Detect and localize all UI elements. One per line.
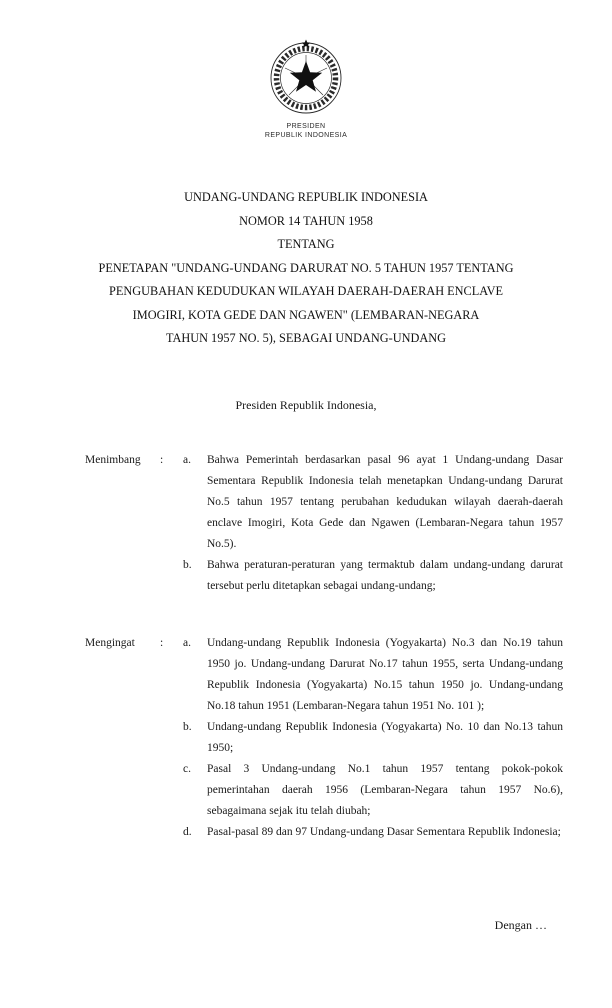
section-mengingat [85,633,563,843]
document-body [85,450,563,843]
title-line-4: PENETAPAN "UNDANG-UNDANG DARURAT NO. 5 TAHUN 1957 TENTANG [98,260,514,275]
section-colon: : [160,454,164,466]
list-item [183,717,563,759]
item-marker: c. [183,763,191,775]
section-items [183,450,563,597]
item-text: Undang-undang Republik Indonesia (Yogyakarta) No. 10 dan No.13 tahun 1950; [207,721,563,754]
item-text: Bahwa Pemerintah berdasarkan pasal 96 ayat 1 Undang-undang Dasar Sementara Republik Indonesia telah menetapkan Undang-undang Darurat No.5 tahun 1957 tentang perubahan kedudukan wilayah daerah-daerah enclave Imogiri, Kota Gede dan Ngawen (Lembaran-Negara tahun 1957 No.5). [207,454,563,550]
title-line-5: PENGUBAHAN KEDUDUKAN WILAYAH DAERAH-DAERAH ENCLAVE [109,284,503,298]
list-item [183,633,563,717]
salutation: Presiden Republik Indonesia, [235,398,377,412]
item-text: Bahwa peraturan-peraturan yang termaktub dalam undang-undang darurat tersebut perlu ditetapkan sebagai undang-undang; [207,559,563,592]
title-line-7: TAHUN 1957 NO. 5), SEBAGAI UNDANG-UNDANG [165,331,447,345]
item-text: Pasal 3 Undang-undang No.1 tahun 1957 tentang pokok-pokok pemerintahan daerah 1956 (Lembaran-Negara tahun 1957 No.6), sebagaimana sejak itu telah diubah; [207,763,563,817]
title-line-2: NOMOR 14 TAHUN 1958 [239,213,373,228]
list-item [183,822,563,843]
letterhead-caption-line1: PRESIDEN [286,123,326,130]
list-item [183,450,563,555]
item-text: Pasal-pasal 89 dan 97 Undang-undang Dasar Sementara Republik Indonesia; [207,826,561,838]
item-marker: b. [183,559,192,571]
list-item [183,555,563,597]
letterhead-caption [0,122,612,140]
presidential-seal-icon [267,38,345,116]
title-line-3: TENTANG [277,237,335,251]
section-label: Mengingat [85,637,135,649]
catchword: Dengan … [494,918,547,932]
list-item [183,759,563,822]
section-label: Menimbang [85,454,141,466]
item-marker: a. [183,454,191,466]
item-marker: a. [183,637,191,649]
section-menimbang [85,450,563,597]
item-marker: d. [183,826,192,838]
letterhead [0,38,612,140]
title-line-1: UNDANG-UNDANG REPUBLIK INDONESIA [184,190,428,204]
title-line-6: IMOGIRI, KOTA GEDE DAN NGAWEN" (LEMBARAN-NEGARA [132,307,480,322]
letterhead-caption-line2: REPUBLIK INDONESIA [264,132,348,139]
item-text: Undang-undang Republik Indonesia (Yogyakarta) No.3 dan No.19 tahun 1950 jo. Undang-undang Darurat No.17 tahun 1955, serta Undang-undang Republik Indonesia (Yogyakarta) No.15 tahun 1950 jo. Undang-undang No.18 tahun 1951 (Lembaran-Negara tahun 1951 No. 101 ); [207,637,563,712]
item-marker: b. [183,721,192,733]
document-title [36,186,576,351]
section-items [183,633,563,843]
section-colon: : [160,637,164,649]
